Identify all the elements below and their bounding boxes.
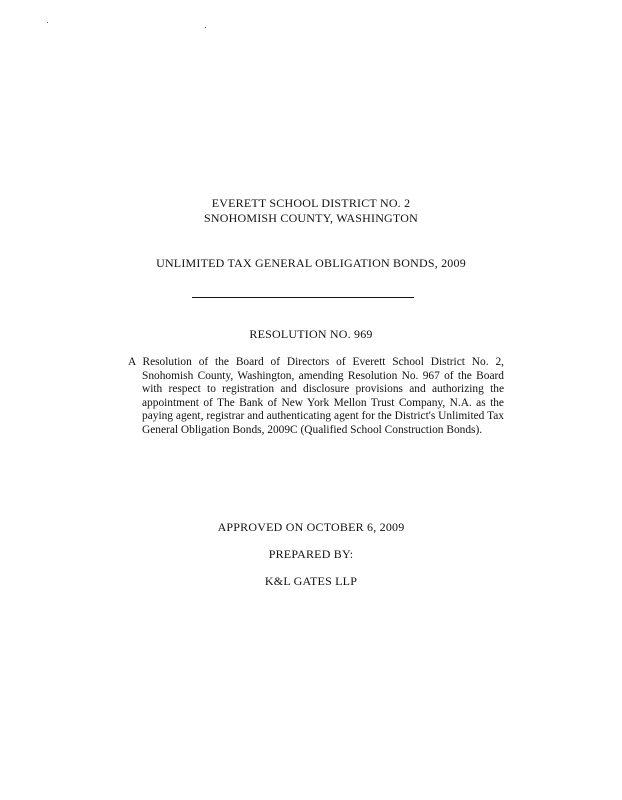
resolution-number: RESOLUTION NO. 969 bbox=[249, 327, 373, 341]
law-firm-name: K&L GATES LLP bbox=[264, 574, 358, 588]
horizontal-rule bbox=[192, 297, 414, 298]
district-name: EVERETT SCHOOL DISTRICT NO. 2 bbox=[211, 196, 411, 210]
scan-speck bbox=[205, 27, 206, 28]
prepared-by-label: PREPARED BY: bbox=[268, 547, 354, 561]
bond-title: UNLIMITED TAX GENERAL OBLIGATION BONDS, 2009 bbox=[156, 256, 466, 270]
resolution-description: A Resolution of the Board of Directors of Everett School District No. 2, Snohomish County, Washington, amending Resolution No. 967 of the Board with respect to registration and disclosure provisions and authorizing the appointment of The Bank of New York Mellon Trust Company, N.A. as the paying agent, registrar and authenticating agent for the District's Unlimited Tax General Obligation Bonds, 2009C (Qualified School Construction Bonds). bbox=[128, 356, 504, 436]
approval-date: APPROVED ON OCTOBER 6, 2009 bbox=[217, 520, 405, 534]
scan-speck bbox=[47, 22, 48, 23]
county-name: SNOHOMISH COUNTY, WASHINGTON bbox=[204, 211, 418, 225]
